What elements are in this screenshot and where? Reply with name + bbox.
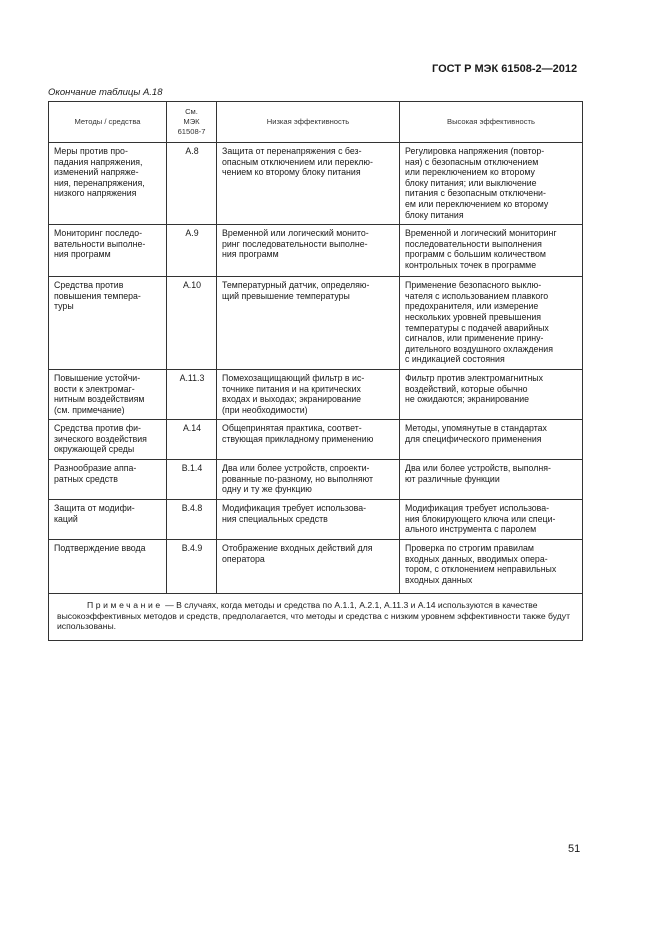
- cell-low-efficiency: Модификация требует использова- ния специальных средств: [217, 500, 400, 540]
- header-ref-line1: См.: [185, 107, 198, 117]
- cell-reference: А.10: [167, 277, 217, 370]
- cell-low-efficiency: Температурный датчик, определяю- щий превышение температуры: [217, 277, 400, 370]
- cell-method: Защита от модифи- каций: [49, 500, 167, 540]
- table-header-row: [49, 102, 583, 143]
- header-low-efficiency: Низкая эффективность: [217, 102, 400, 143]
- header-high-efficiency: Высокая эффективность: [400, 102, 583, 143]
- cell-high-efficiency: Временной и логический мониторинг последовательности выполнения программ с большим количеством контрольных точек в программе: [400, 225, 583, 277]
- cell-low-efficiency: Отображение входных действий для оператора: [217, 540, 400, 594]
- table-row: [49, 500, 583, 540]
- table-note: [49, 594, 583, 640]
- cell-high-efficiency: Проверка по строгим правилам входных данных, вводимых опера- тором, с отклонением неправильных входных данных: [400, 540, 583, 594]
- cell-reference: В.4.8: [167, 500, 217, 540]
- table-body: [49, 143, 583, 594]
- table-row: [49, 143, 583, 225]
- cell-low-efficiency: Защита от перенапряжения с без- опасным отключением или переклю- чением ко второму блоку питания: [217, 143, 400, 225]
- cell-method: Повышение устойчи- вости к электромаг- нитным воздействиям (см. примечание): [49, 369, 167, 419]
- page-number: 51: [568, 843, 581, 855]
- cell-high-efficiency: Методы, упомянутые в стандартах для специфического применения: [400, 420, 583, 460]
- cell-low-efficiency: Временной или логический монито- ринг последовательности выполне- ния программ: [217, 225, 400, 277]
- cell-high-efficiency: Фильтр против электромагнитных воздействий, которые обычно не ожидаются; экранирование: [400, 369, 583, 419]
- cell-reference: А.8: [167, 143, 217, 225]
- cell-high-efficiency: Модификация требует использова- ния блокирующего ключа или специ- ального инструмента с паролем: [400, 500, 583, 540]
- cell-reference: А.11.3: [167, 369, 217, 419]
- table-note-row: [49, 594, 583, 640]
- cell-reference: А.9: [167, 225, 217, 277]
- table-row: [49, 540, 583, 594]
- table-row: [49, 277, 583, 370]
- cell-method: Мониторинг последо- вательности выполне- ния программ: [49, 225, 167, 277]
- cell-reference: В.4.9: [167, 540, 217, 594]
- document-code: ГОСТ Р МЭК 61508-2—2012: [432, 63, 578, 75]
- note-text: — В случаях, когда методы и средства по А.1.1, А.2.1, А.11.3 и А.14 используются в качестве высокоэффективных методов и средств, предполагается, что методы и средства с низким уровнем эффективности также будут использованы.: [57, 600, 571, 632]
- header-methods: Методы / средства: [49, 102, 167, 143]
- table-row: [49, 225, 583, 277]
- cell-high-efficiency: Два или более устройств, выполня- ют различные функции: [400, 460, 583, 500]
- header-ref-line3: 61508-7: [177, 126, 206, 136]
- cell-reference: А.14: [167, 420, 217, 460]
- table-row: [49, 369, 583, 419]
- cell-high-efficiency: Регулировка напряжения (повтор- ная) с безопасным отключением или переключением ко второму блоку питания; или выключение питания с безопасным отключени- ем или переключением ко второму блоку питания: [400, 143, 583, 225]
- cell-high-efficiency: Применение безопасного выклю- чателя с использованием плавкого предохранителя, или измерение нескольких уровней превышения температуры с подачей аварийных сигналов, или применение прину- дительного воздушного охлаждения с индикацией состояния: [400, 277, 583, 370]
- note-label: Примечание: [87, 600, 163, 611]
- cell-method: Средства против повышения темпера- туры: [49, 277, 167, 370]
- header-ref-line2: МЭК: [183, 117, 200, 127]
- methods-table: [48, 101, 583, 641]
- cell-low-efficiency: Два или более устройств, спроекти- рованные по-разному, но выполняют одну и ту же функцию: [217, 460, 400, 500]
- table-row: [49, 420, 583, 460]
- cell-method: Средства против фи- зического воздействия окружающей среды: [49, 420, 167, 460]
- cell-reference: В.1.4: [167, 460, 217, 500]
- cell-method: Разнообразие аппа- ратных средств: [49, 460, 167, 500]
- cell-low-efficiency: Помехозащищающий фильтр в ис- точнике питания и на критических входах и выходах; экранирование (при необходимости): [217, 369, 400, 419]
- cell-low-efficiency: Общепринятая практика, соответ- ствующая прикладному применению: [217, 420, 400, 460]
- table-row: [49, 460, 583, 500]
- table-caption: Окончание таблицы А.18: [48, 87, 163, 98]
- header-reference: [167, 102, 217, 143]
- cell-method: Меры против про- падания напряжения, изменений напряже- ния, перенапряжения, низкого напряжения: [49, 143, 167, 225]
- cell-method: Подтверждение ввода: [49, 540, 167, 594]
